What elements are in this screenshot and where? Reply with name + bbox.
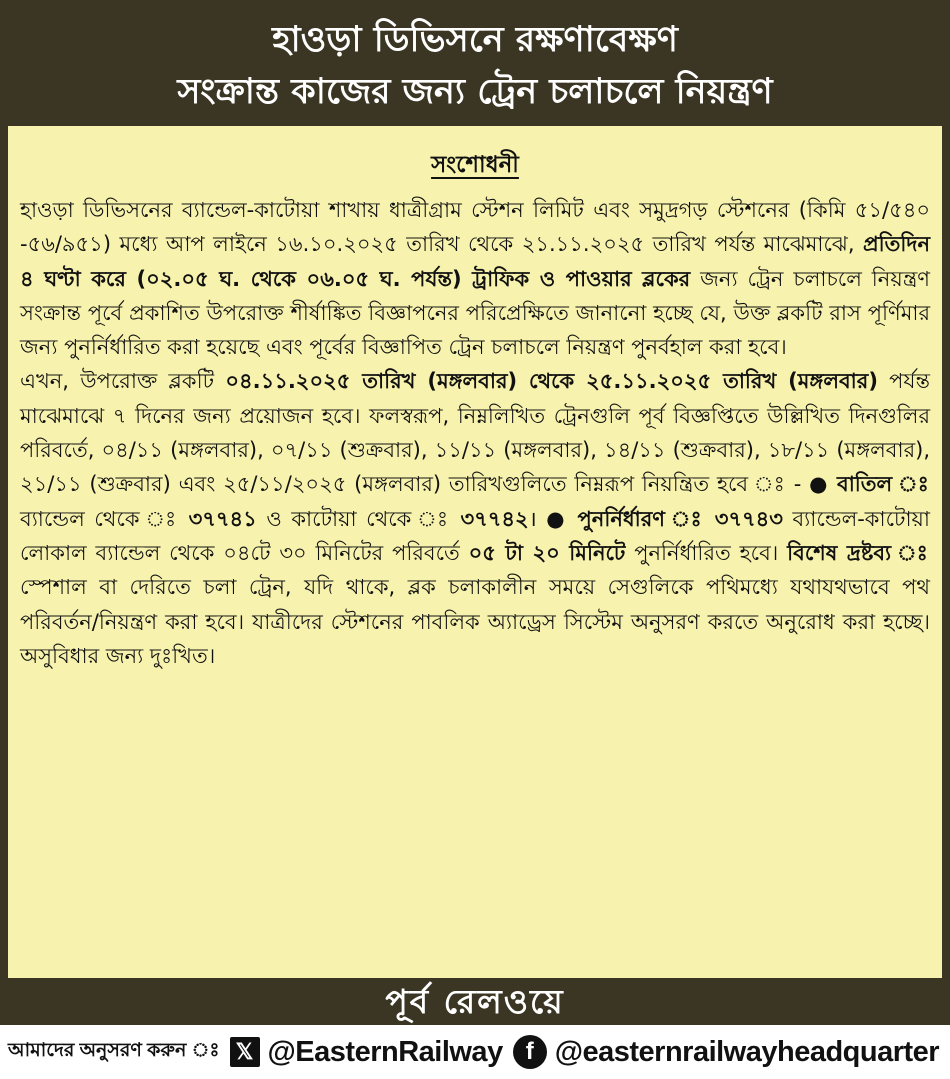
paragraph-2 (20, 364, 930, 673)
notice-header (8, 8, 942, 126)
notice-body (8, 126, 942, 978)
subheading: সংশোধনী (431, 152, 519, 178)
p2-bold-special-note: বিশেষ দ্রষ্টব্য ঃ (787, 540, 931, 565)
facebook-logo-icon[interactable]: f (513, 1035, 547, 1069)
p2-bold-train-2: ৩৭৭৪২ (460, 506, 529, 531)
p1-text-1: হাওড়া ডিভিসনের ব্যান্ডেল-কাটোয়া শাখায় ধাত্রীগ্রাম স্টেশন লিমিট এবং সমুদ্রগড় স্টেশনের (কিমি ৫১/৫৪০ -৫৬/৯৫১) মধ্যে আপ লাইনে ১৬.১০.২০২৫ তারিখ থেকে ২১.১১.২০২৫ তারিখ পর্যন্ত মাঝেমাঝে, (20, 198, 930, 257)
org-name: পূর্ব রেলওয়ে (385, 982, 565, 1021)
header-title-line-2: সংক্রান্ত কাজের জন্য ট্রেন চলাচলে নিয়ন্ত্রণ (177, 72, 773, 112)
p2-bold-rescheduled: ● পুনর্নির্ধারণ ঃ ৩৭৭৪৩ (546, 506, 783, 531)
p2-bold-train-1: ৩৭৭৪১ (188, 506, 257, 531)
p2-text-6: ব্যান্ডেল-কাটোয়া লোকাল ব্যান্ডেল থেকে ০৪টে ৩০ মিনিটের পরিবর্তে (20, 506, 931, 565)
p2-text-4: ও কাটোয়া থেকে ঃ (256, 506, 461, 531)
p2-text-3: ব্যান্ডেল থেকে ঃ (20, 506, 189, 531)
org-name-band (8, 978, 942, 1026)
p2-text-7: পুনর্নির্ধারিত হবে। (625, 540, 788, 565)
header-title-line-1: হাওড়া ডিভিসনে রক্ষণাবেক্ষণ (272, 20, 678, 60)
p2-bold-dates: ০৪.১১.২০২৫ তারিখ (মঙ্গলবার) থেকে ২৫.১১.২০২৫ তারিখ (মঙ্গলবার) (225, 369, 878, 394)
paragraph-1 (20, 193, 930, 364)
x-logo-icon[interactable]: 𝕏 (230, 1037, 260, 1067)
follow-label: আমাদের অনুসরণ করুন ঃ (8, 1040, 220, 1061)
p1-bold-1: প্রতিদিন ৪ ঘণ্টা করে (০২.০৫ ঘ. থেকে ০৬.০৫ ঘ. পর্যন্ত) ট্রাফিক ও পাওয়ার ব্লকের (20, 232, 930, 291)
x-handle[interactable]: @EasternRailway (267, 1035, 503, 1068)
p2-text-1: এখন, উপরোক্ত ব্লকটি (20, 369, 226, 394)
p2-text-2: পর্যন্ত মাঝেমাঝে ৭ দিনের জন্য প্রয়োজন হবে। ফলস্বরূপ, নিম্নলিখিত ট্রেনগুলি পূর্ব বিজ্ঞপ্তিতে উল্লিখিত দিনগুলির পরিবর্তে, ০৪/১১ (মঙ্গলবার), ০৭/১১ (শুক্রবার), ১১/১১ (মঙ্গলবার), ১৪/১১ (শুক্রবার), ১৮/১১ (মঙ্গলবার), ২১/১১ (শুক্রবার) এবং ২৫/১১/২০২৫ (মঙ্গলবার) তারিখগুলিতে নিম্নরূপ নিয়ন্ত্রিত হবে ঃ - (20, 369, 930, 497)
p2-bold-new-time: ০৫ টা ২০ মিনিটে (468, 540, 626, 565)
p2-text-8: স্পেশাল বা দেরিতে চলা ট্রেন, যদি থাকে, ব্লক চলাকালীন সময়ে সেগুলিকে পথিমধ্যে যথাযথভাবে পথ পরিবর্তন/নিয়ন্ত্রণ করা হবে। যাত্রীদের স্টেশনের পাবলিক অ্যাড্রেস সিস্টেম অনুসরণ করতে অনুরোধ করা হচ্ছে। অসুবিধার জন্য দুঃখিত। (20, 575, 930, 668)
p2-bold-cancelled: ● বাতিল ঃ (809, 472, 930, 497)
p1-text-2: জন্য ট্রেন চলাচলে নিয়ন্ত্রণ সংক্রান্ত পূর্বে প্রকাশিত উপরোক্ত শীর্ষাঙ্কিত বিজ্ঞাপনের পরিপ্রেক্ষিতে জানানো হচ্ছে যে, উক্ত ব্লকটি রাস পূর্ণিমার জন্য পুনর্নির্ধারিত করা হয়েছে এবং পূর্বের বিজ্ঞাপিত ট্রেন চলাচলে নিয়ন্ত্রণ পুনর্বহাল করা হবে। (20, 266, 930, 360)
social-bar (0, 1025, 950, 1079)
p2-text-5: । (528, 506, 547, 531)
facebook-handle[interactable]: @easternrailwayheadquarter (554, 1035, 940, 1068)
